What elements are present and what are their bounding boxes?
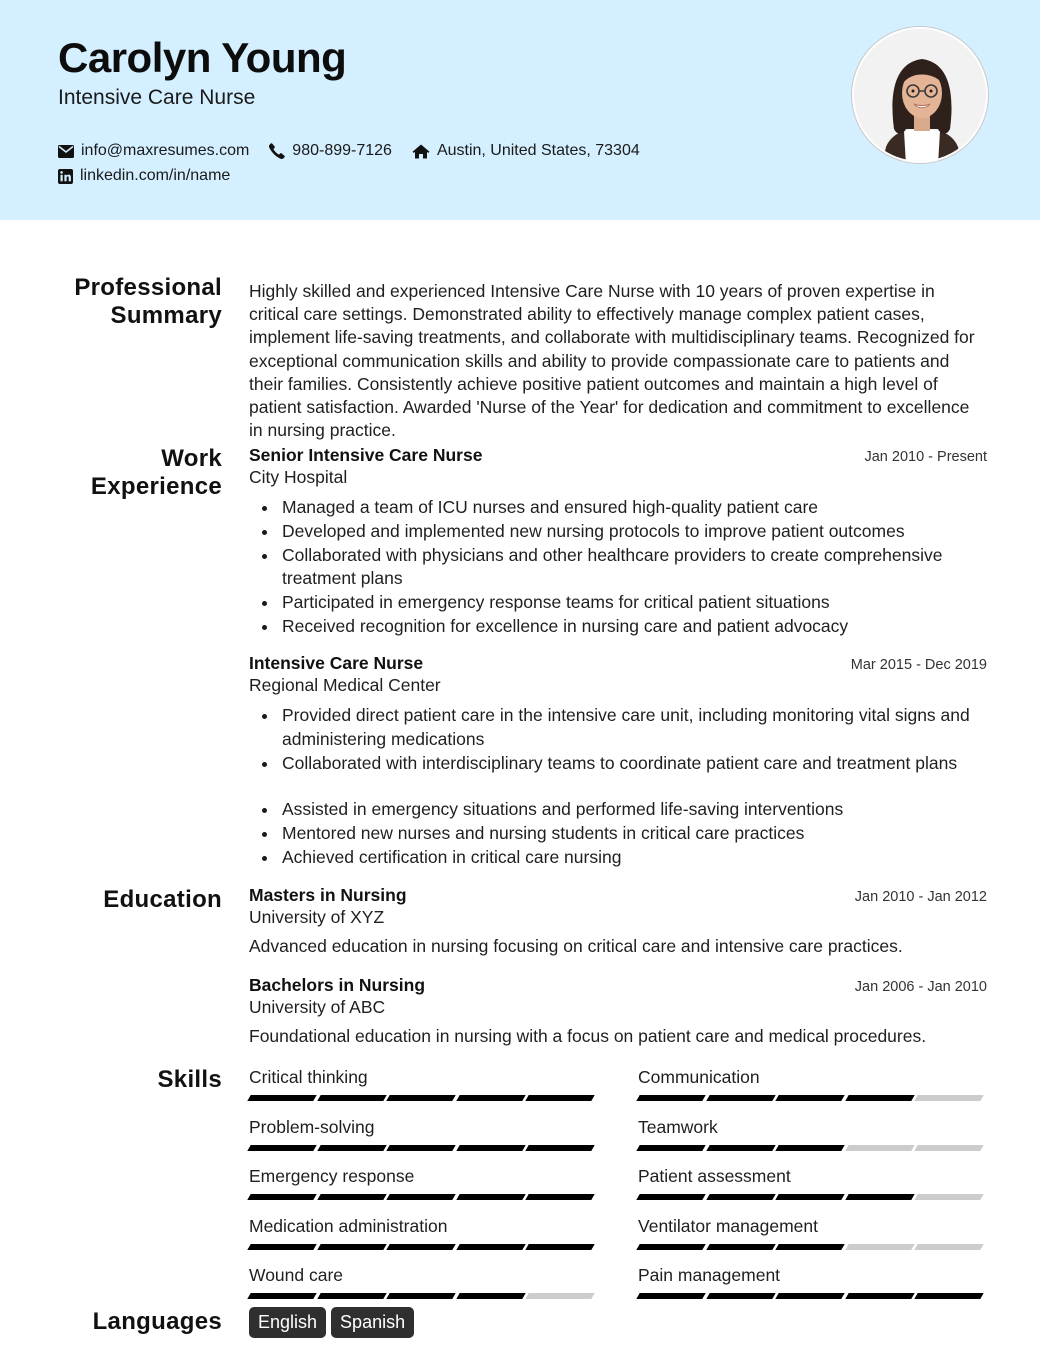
skill-name: Ventilator management [638,1215,818,1236]
skill-item [249,1215,597,1265]
skill-segment-filled [456,1095,525,1101]
skill-segment-filled [636,1293,705,1299]
location-text: Austin, United States, 73304 [436,142,640,159]
contact-email[interactable] [58,142,249,160]
language-tag: Spanish [331,1307,414,1338]
skill-segment-filled [526,1095,595,1101]
skill-segment-filled [845,1194,914,1200]
summary-heading-line1: Professional [74,274,222,301]
skill-segment-filled [317,1145,386,1151]
skill-segment-filled [526,1194,595,1200]
summary-section [249,280,987,442]
education-date: Jan 2010 - Jan 2012 [854,889,987,905]
skill-segment-filled [706,1244,775,1250]
skill-rating-bar [638,1095,986,1101]
education-entry [249,975,987,1047]
job-title: Senior Intensive Care Nurse [249,445,483,465]
skill-item [249,1116,597,1166]
candidate-title: Intensive Care Nurse [58,86,256,109]
degree-title: Masters in Nursing [249,885,407,905]
skill-segment-filled [775,1293,844,1299]
skill-segment-filled [775,1095,844,1101]
contact-location [412,142,640,160]
job-entry [249,653,987,870]
skill-segment-filled [317,1194,386,1200]
skill-segment-empty [915,1194,984,1200]
skill-segment-filled [386,1194,455,1200]
skill-segment-filled [775,1194,844,1200]
bullet-item: Managed a team of ICU nurses and ensured high-quality patient care [249,496,987,520]
skill-segment-filled [247,1095,316,1101]
job-date: Mar 2015 - Dec 2019 [850,657,987,673]
contact-phone[interactable] [269,142,392,160]
skills-heading: Skills [157,1066,222,1093]
job-entry [249,445,987,639]
education-heading: Education [103,886,222,913]
skill-name: Critical thinking [249,1067,368,1087]
skill-item [638,1066,986,1116]
skill-rating-bar [249,1145,597,1151]
skill-segment-filled [845,1293,914,1299]
skill-segment-filled [706,1145,775,1151]
phone-icon [269,143,285,159]
skills-grid [249,1066,987,1314]
profile-photo [852,27,988,163]
bullet-item: Participated in emergency response teams for critical patient situations [249,591,987,615]
language-list [249,1307,987,1338]
skill-rating-bar [249,1293,597,1299]
job-bullets [249,496,987,639]
skill-segment-filled [247,1293,316,1299]
skill-segment-filled [845,1095,914,1101]
skill-segment-filled [456,1194,525,1200]
bullet-item: Assisted in emergency situations and performed life-saving interventions [249,798,987,822]
linkedin-icon [58,169,73,184]
envelope-icon [58,145,74,158]
bullet-item: Mentored new nurses and nursing students in critical care practices [249,822,987,846]
job-bullets [249,704,987,870]
bullet-item: Developed and implemented new nursing protocols to improve patient outcomes [249,520,987,544]
skill-segment-empty [845,1244,914,1250]
summary-heading [74,274,222,330]
skill-name: Wound care [249,1265,344,1285]
experience-section [249,445,987,639]
skill-name: Medication administration [249,1215,448,1236]
job-title: Intensive Care Nurse [249,653,424,673]
email-text: info@maxresumes.com [81,142,250,159]
skill-segment-filled [456,1145,525,1151]
skill-segment-filled [636,1095,705,1101]
contact-linkedin[interactable] [58,167,230,185]
linkedin-text: linkedin.com/in/name [80,167,231,184]
summary-text: Highly skilled and experienced Intensive Care Nurse with 10 years of proven expertise in critical care settings. Demonstrated ability to effectively manage complex patient cases, implement life-saving treatments, and collaborate with multidisciplinary teams. Recognized for exceptional communication skills and ability to provide compassionate care to patients and their families. Consistently achieve positive patient outcomes and maintain a high level of patient satisfaction. Awarded 'Nurse of the Year' for dedication and commitment to excellence in nursing practice. [249,281,975,441]
skill-name: Communication [638,1067,760,1087]
candidate-name: Carolyn Young [58,34,347,81]
skill-segment-filled [775,1244,844,1250]
education-description: Foundational education in nursing with a focus on patient care and medical procedures. [249,1026,927,1046]
skill-segment-filled [247,1194,316,1200]
job-date: Jan 2010 - Present [864,449,987,465]
experience-heading [91,445,222,501]
skill-segment-empty [915,1095,984,1101]
job-employer: Regional Medical Center [249,675,441,695]
skills-section [249,1066,987,1314]
skill-segment-filled [636,1145,705,1151]
skill-segment-filled [247,1244,316,1250]
skill-segment-filled [636,1244,705,1250]
experience-heading-line2: Experience [90,473,222,500]
skill-segment-filled [386,1095,455,1101]
bullet-item: Collaborated with physicians and other healthcare providers to create comprehensive treatment plans [249,544,987,592]
avatar-illustration [854,29,988,163]
skill-item [249,1165,597,1215]
language-tag: English [249,1307,326,1338]
skill-segment-filled [247,1145,316,1151]
skill-segment-filled [386,1293,455,1299]
experience-section-2 [249,653,987,870]
bullet-item: Achieved certification in critical care nursing [249,846,987,870]
skill-segment-filled [636,1194,705,1200]
skill-rating-bar [249,1095,597,1101]
skill-rating-bar [638,1145,986,1151]
skill-segment-filled [317,1244,386,1250]
skill-segment-filled [317,1095,386,1101]
skill-segment-filled [456,1293,525,1299]
skill-segment-filled [775,1145,844,1151]
skill-item [638,1215,986,1265]
languages-section [249,1307,987,1338]
skill-name: Patient assessment [638,1166,791,1186]
skill-segment-filled [386,1244,455,1250]
summary-heading-line2: Summary [110,302,222,329]
skill-name: Pain management [638,1265,781,1285]
home-icon [412,144,430,159]
skill-segment-filled [706,1293,775,1299]
resume-header [0,0,1040,220]
degree-title: Bachelors in Nursing [249,975,426,995]
education-date: Jan 2006 - Jan 2010 [854,979,987,995]
skill-segment-filled [456,1244,525,1250]
skill-name: Emergency response [249,1166,415,1186]
skill-segment-empty [915,1145,984,1151]
skill-item [638,1165,986,1215]
contact-list [58,139,818,189]
skill-segment-filled [386,1145,455,1151]
skill-segment-filled [317,1293,386,1299]
skill-name: Teamwork [638,1116,718,1137]
experience-heading-line1: Work [161,445,222,472]
skill-rating-bar [638,1244,986,1250]
education-description: Advanced education in nursing focusing on critical care and intensive care practices. [249,936,903,956]
school-name: University of ABC [249,997,386,1017]
school-name: University of XYZ [249,907,385,927]
phone-text: 980-899-7126 [292,142,392,159]
skill-rating-bar [249,1194,597,1200]
job-employer: City Hospital [249,467,348,487]
skill-item [249,1066,597,1116]
bullet-item: Received recognition for excellence in nursing care and patient advocacy [249,615,987,639]
skill-rating-bar [638,1194,986,1200]
skill-segment-empty [526,1293,595,1299]
skill-name: Problem-solving [249,1116,375,1137]
skill-segment-filled [706,1194,775,1200]
languages-heading: Languages [92,1308,222,1335]
skill-segment-filled [915,1293,984,1299]
bullet-item: Collaborated with interdisciplinary teams to coordinate patient care and treatment plans [249,752,987,776]
skill-segment-empty [845,1145,914,1151]
bullet-item: Provided direct patient care in the intensive care unit, including monitoring vital signs and administering medications [249,704,987,752]
skill-rating-bar [638,1293,986,1299]
skill-segment-filled [706,1095,775,1101]
skill-item [638,1116,986,1166]
skill-segment-filled [526,1145,595,1151]
education-entry [249,885,987,957]
skill-segment-filled [526,1244,595,1250]
skill-rating-bar [249,1244,597,1250]
skill-segment-empty [915,1244,984,1250]
